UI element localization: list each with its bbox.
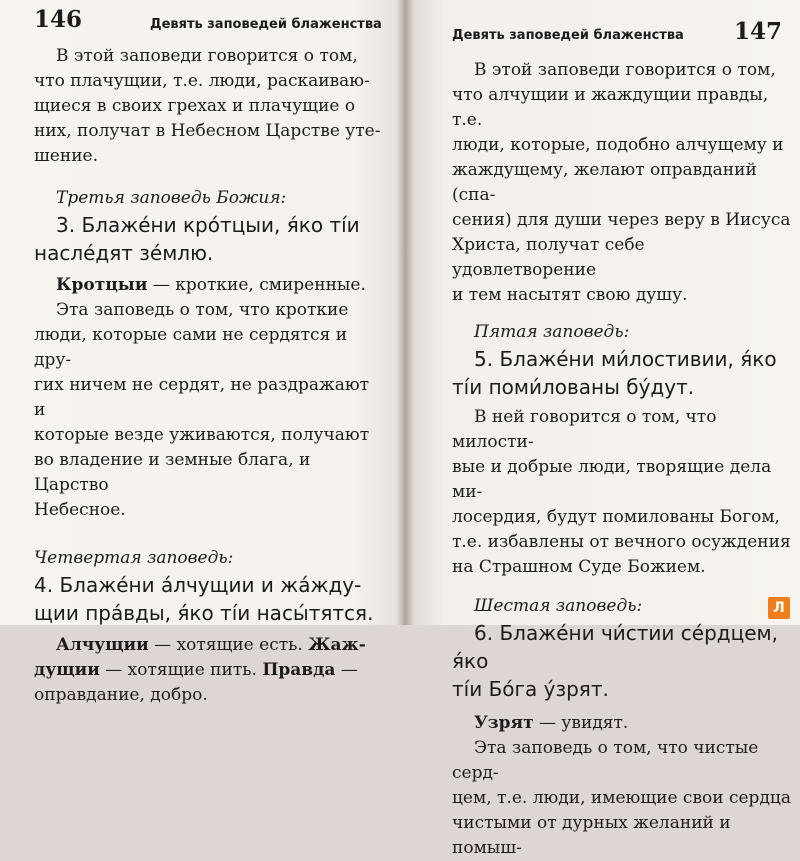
definition-text: — хотящие пить. [99,660,263,680]
paragraph-line: цем, т.е. люди, имеющие свои сердца [452,788,791,808]
commandment-heading-6: Шестая заповедь: [474,596,643,616]
commandment-text-line: насле́дят зе́млю. [34,241,214,265]
definition-term: Жаж- [308,635,366,655]
commandment-text-line: ті́и Бо́га у́зрят. [452,677,609,701]
book-gutter [396,0,414,625]
definition-line [34,658,384,683]
paragraph-line: Эта заповедь о том, что кроткие [56,300,349,320]
definition-text: — увидят. [533,713,629,733]
paragraph-line: т.е. избавлены от вечного осуждения [452,532,791,552]
paragraph-line: сения) для души через веру в Иисуса [452,210,791,230]
right-text-block [452,58,792,861]
paragraph-line: вые и добрые люди, творящие дела ми- [452,457,772,502]
paragraph-line: Эта заповедь о том, что чистые серд- [452,738,759,783]
paragraph-line: гих ничем не сердят, не раздражают и [34,375,370,420]
definition-term: дущии [34,660,100,680]
commandment-text-line: щии пра́вды, я́ко ті́и насы́тятся. [34,601,374,625]
paragraph-line: чистыми от дурных желаний и помыш- [452,813,731,858]
definition-term: Алчущии [56,635,149,655]
commandment-text-line: 3. Блаже́ни кро́тцыи, я́ко ті́и [56,213,360,237]
paragraph-line: В ней говорится о том, что милости- [452,407,717,452]
paragraph-line: щиеся в своих грехах и плачущие о [34,96,356,116]
commandment-heading-5: Пятая заповедь: [474,322,630,342]
left-running-title: Девять заповедей блаженства [150,17,382,32]
commandment-text-line: 4. Блаже́ни а́лчущии и жа́жду- [34,573,362,597]
definition-line [34,273,384,298]
left-text-block [34,44,384,708]
definition-line [34,633,384,658]
paragraph-line: люди, которые, подобно алчущему и [452,135,784,155]
definition-text: — [335,660,358,680]
paragraph-line: В этой заповеди говорится о том, [474,60,776,80]
right-page [404,0,800,858]
definition-term: Правда [262,660,336,680]
paragraph-line: что плачущии, т.е. люди, раскаиваю- [34,71,370,91]
paragraph-line: В этой заповеди говорится о том, [56,46,358,66]
commandment-text-line: ті́и поми́лованы бу́дут. [452,375,695,399]
paragraph-line: и тем насытят свою душу. [452,285,688,305]
paragraph-line: люди, которые сами не сердятся и дру- [34,325,348,370]
right-page-number: 147 [734,18,783,45]
commandment-text-line: 6. Блаже́ни чи́стии се́рдцем, я́ко [452,621,778,673]
left-page-number: 146 [34,6,83,33]
right-running-title: Девять заповедей блаженства [452,28,684,43]
commandment-heading-3: Третья заповедь Божия: [56,188,287,208]
definition-line [452,711,792,736]
definition-text: — кроткие, смиренные. [147,275,366,295]
paragraph-line: лосердия, будут помилованы Богом, [452,507,780,527]
paragraph-line: шение. [34,146,98,166]
paragraph-line: на Страшном Суде Божием. [452,557,706,577]
left-page [0,0,404,705]
paragraph-line: жаждущему, желают оправданий (спа- [452,160,757,205]
paragraph-line: которые везде уживаются, получают [34,425,370,445]
definition-term: Кротцыи [56,275,148,295]
paragraph-line: что алчущии и жаждущии правды, т.е. [452,85,769,130]
definition-line: оправдание, добро. [34,685,208,705]
definition-text: — хотящие есть. [148,635,309,655]
definition-term: Узрят [474,713,534,733]
paragraph-line: них, получат в Небесном Царстве уте- [34,121,381,141]
commandment-heading-4: Четвертая заповедь: [34,548,234,568]
paragraph-line: во владение и земные блага, и Царство [34,450,311,495]
publisher-logo-icon: Л [768,597,790,619]
commandment-text-line: 5. Блаже́ни ми́лостивии, я́ко [474,347,777,371]
paragraph-line: Небесное. [34,500,126,520]
paragraph-line: Христа, получат себе удовлетворение [452,235,645,280]
